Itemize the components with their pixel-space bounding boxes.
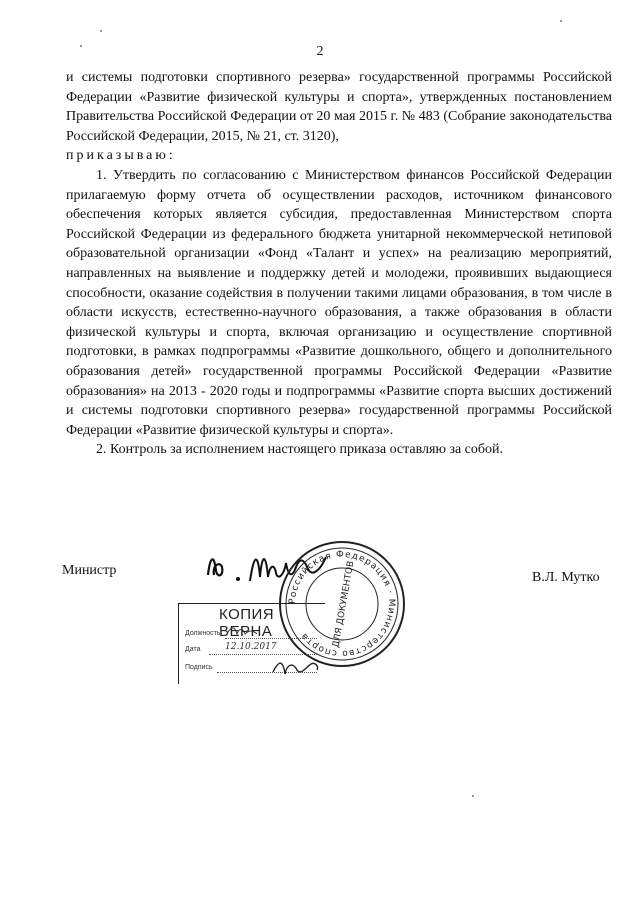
scan-speck bbox=[80, 45, 82, 47]
stamp-position-line bbox=[225, 638, 317, 639]
signatory-name: В.Л. Мутко bbox=[532, 570, 600, 585]
seal-inner-text: ДЛЯ ДОКУМЕНТОВ bbox=[331, 560, 357, 649]
seal-outer-text: Российская Федерация · Министерство спорта bbox=[287, 549, 397, 659]
paragraph-item-1: 1. Утвердить по согласованию с Министерством финансов Российской Федерации прилагаемую форму отчета об осуществлении расходов, источником финансового обеспечения которых является субсидия, предоставленная Министерством спорта Российской Федерации из федерального бюджета унитарной некоммерческой нетиповой образовательной организации «Фонд «Талант и успех» на реализацию мероприятий, направленных на выявление и поддержку детей и молодежи, проявивших выдающиеся способности, оказание содействия в получении такими лицами образования, в том числе в области искусств, естественно-научного образования, а также образования в области физической культуры и спорта, включая организацию и осуществление спортивной подготовки, в рамках подпрограммы «Развитие дошкольного, общего и дополнительного образования детей» государственной программы Российской Федерации «Развитие образования» на 2013 - 2020 годы и подпрограммы «Развитие спорта высших достижений и системы подготовки спортивного резерва» государственной программы Российской Федерации «Развитие физической культуры и спорта». bbox=[66, 167, 612, 438]
stamp-date-line bbox=[209, 654, 317, 655]
paragraph-item-2: 2. Контроль за исполнением настоящего приказа оставляю за собой. bbox=[96, 442, 504, 458]
order-word: приказываю: bbox=[66, 148, 176, 164]
signatory-title: Министр bbox=[62, 563, 117, 578]
scan-speck bbox=[472, 795, 474, 797]
copy-certified-stamp bbox=[178, 603, 325, 684]
stamp-title: КОПИЯ ВЕРНА bbox=[219, 606, 275, 640]
stamp-signature-label: Подпись bbox=[185, 664, 213, 671]
stamp-handwritten-signature bbox=[271, 656, 321, 680]
paragraph-continuation: и системы подготовки спортивного резерва» государственной программы Российской Федерации «Развитие физической культуры и спорта», утвержденных постановлением Правительства Российской Федерации от 20 мая 2015 г. № 483 (Собрание законодательства Российской Федерации, 2015, № 21, ст. 3120), bbox=[66, 70, 612, 144]
scan-speck bbox=[100, 30, 102, 32]
stamp-date-label: Дата bbox=[185, 646, 201, 653]
document-body bbox=[66, 68, 612, 460]
stamp-position-handwritten bbox=[225, 624, 265, 638]
stamp-position-label: Должность bbox=[185, 630, 221, 637]
page-number: 2 bbox=[316, 44, 324, 59]
scan-speck bbox=[560, 20, 562, 22]
stamp-date-handwritten: 12.10.2017 bbox=[225, 642, 277, 652]
